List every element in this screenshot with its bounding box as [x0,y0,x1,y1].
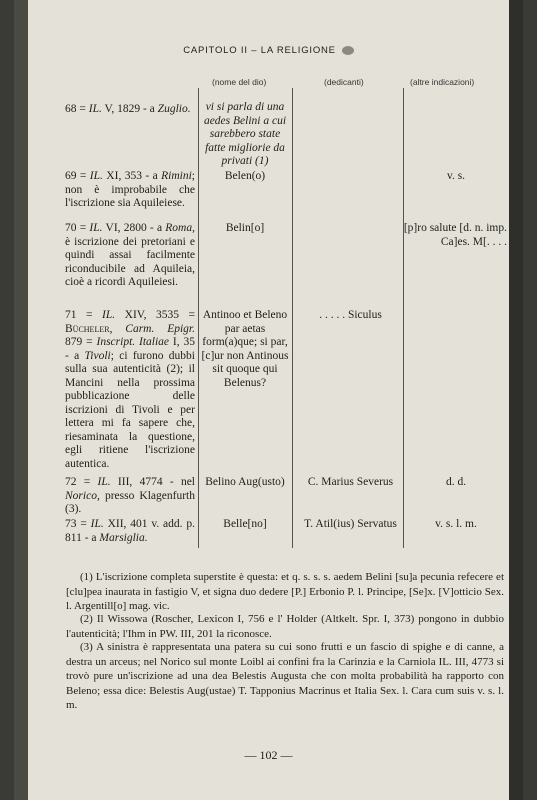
table-row-72-dedicants: C. Marius Severus [307,476,394,488]
column-header-dedicants: (dedicanti) [324,77,364,87]
left-page-edge [14,0,28,800]
column-rule-1 [198,88,199,548]
book-page [14,0,523,800]
table-row-70-ref: 70 = IL. VI, 2800 - a Roma, è iscrizione dei pretoriani e quindi assai facilmente riconducibile ad Aquileia, cioè a ricordi Aquileiesi. [65,222,195,288]
ornament-icon [342,46,354,55]
table-row-68-god: vi si parla di una aedes Belini a cui sarebbero state fatte migliorie da privati (1) [203,101,287,167]
table-row-73-dedicants: T. Atil(ius) Servatus [304,518,397,530]
table-row-72-other: d. d. [445,476,467,488]
page-number: — 102 — [244,748,293,762]
footnote-1: (1) L'iscrizione completa superstite è questa: et q. s. s. s. aedem Belini [su]a pecunia refecere et [clu]pea inaurata in fastigio V, et signa duo dedere [P.] Erbonio P. l. Principe, [Se]x. [V]otticio Sex. l. Argentill[o] mag. vic. [66,571,504,613]
running-title: CAPITOLO II – LA RELIGIONE [183,45,336,56]
table-row-69-god: Belen(o) [224,170,266,182]
table-row-68-ref: 68 = IL. V, 1829 - a Zuglio. [65,103,191,115]
table-row-73-ref: 73 = IL. XII, 401 v. add. p. 811 - a Marsiglia. [65,518,195,544]
column-header-other: (altre indicazioni) [410,77,475,87]
table-row-73-other: v. s. l. m. [435,518,477,530]
table-row-71-dedicants: . . . . . Siculus [319,309,382,321]
table-row-73-god: Belle[no] [223,518,267,530]
column-rule-2 [292,88,293,548]
footnote-2: (2) Il Wissowa (Roscher, Lexicon I, 756 e l' Holder (Altkelt. Spr. I, 373) pongono in dubbio l'autenticità; l'Ihm in PW. III, 201 la riconosce. [66,613,504,640]
right-page-edge [509,0,523,800]
table-row-72-god: Belino Aug(usto) [205,476,285,488]
column-header-god: (nome del dio) [212,77,267,87]
running-head [14,45,523,56]
table-row-71-god: Antinoo et Beleno par aetas form(a)que; si par, [c]ur non Antinous sit quoque qui Belenus? [201,309,289,389]
table-row-70-other: [p]ro salute [d. n. imp. Ca]es. M[. . . . [403,222,507,248]
table-row-69-other: v. s. [446,170,466,182]
table-row-72-ref: 72 = IL. III, 4774 - nel Norico, presso Klagenfurth (3). [65,476,195,515]
table-row-70-god: Belin[o] [225,222,265,234]
table-row-71-ref: 71 = IL. XIV, 3535 = Bücheler, Carm. Epigr. 879 = Inscript. Italiae I, 35 - a Tivoli; ci furono dubbi sulla sua autenticità (2); il Mancini nella prossima pubblicazione delle iscrizioni di Tivoli e per lettera mi fa sapere che, riesaminata la questione, egli ritiene l'iscrizione autentica. [65,309,195,470]
table-row-69-ref: 69 = IL. XI, 353 - a Rimini; non è improbabile che l'iscrizione sia Aquileiese. [65,170,195,209]
footnote-3: (3) A sinistra è rappresentata una patera su cui sono frutti e un fascio di spighe e di canne, a destra un arceus; nel Norico sul monte Loibl ai confini fra la Carinzia e la Carniola IL. III, 4773 si trovò pure un'iscrizione ad una dea Belestis Augusta che con molta probabilità ha rapporto con Beleno; essa dice: Belestis Aug(ustae) T. Tapponius Macrinus et Italia Sex. l. Cara cum suis v. s. l. m. [66,641,504,712]
